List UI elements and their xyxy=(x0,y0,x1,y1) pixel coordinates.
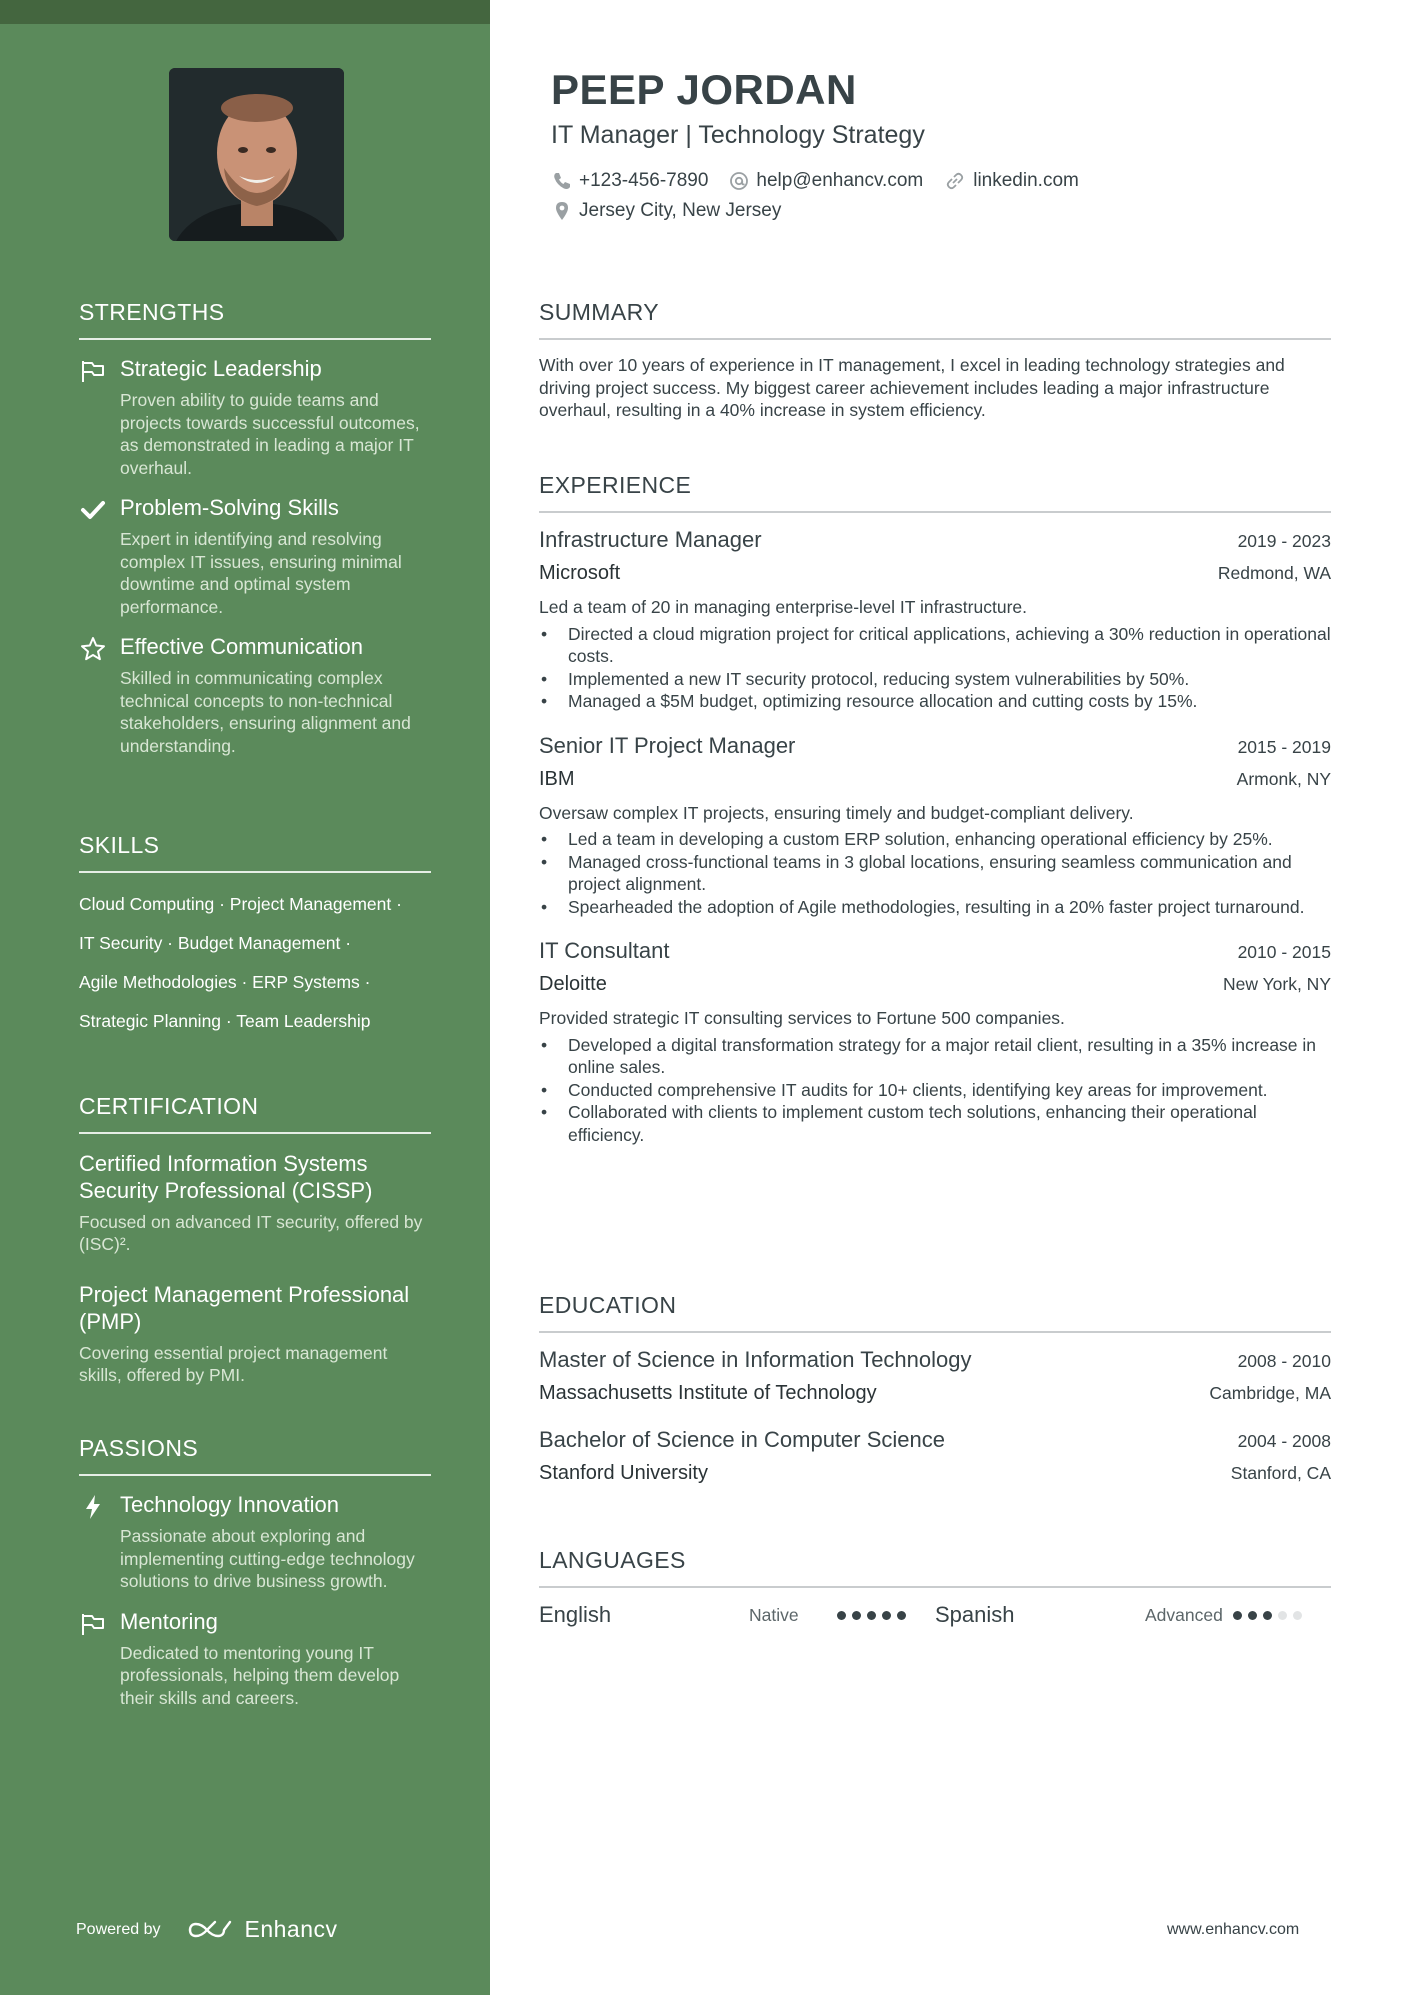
job-title: IT Consultant xyxy=(539,938,670,963)
skill-line: Agile Methodologies · ERP Systems · xyxy=(79,972,371,992)
job-bullet: • Collaborated with clients to implement custom tech solutions, enhancing their operational efficiency. xyxy=(539,1101,1331,1146)
passion-description: Passionate about exploring and implementing cutting-edge technology solutions to drive business growth. xyxy=(120,1526,415,1591)
location-pin-icon xyxy=(551,200,573,222)
linkedin-text: linkedin.com xyxy=(973,170,1079,191)
enhancv-brand-name: Enhancv xyxy=(244,1916,338,1942)
languages-heading: LANGUAGES xyxy=(539,1547,1331,1588)
job-entry xyxy=(539,527,1331,713)
linkedin-contact[interactable] xyxy=(943,170,1079,192)
contact-row xyxy=(551,170,1099,192)
job-entry xyxy=(539,938,1331,1146)
school-location: Stanford, CA xyxy=(1230,1463,1331,1483)
language-entry xyxy=(539,1602,935,1628)
summary-heading: SUMMARY xyxy=(539,299,1331,340)
job-bullets xyxy=(539,828,1331,918)
job-bullet: • Managed cross-functional teams in 3 global locations, ensuring seamless communication and project alignment. xyxy=(539,851,1331,896)
job-location: New York, NY xyxy=(1223,974,1331,994)
strengths-section xyxy=(79,299,431,757)
education-entry xyxy=(539,1347,1331,1405)
education-section xyxy=(539,1292,1331,1485)
certification-description: Covering essential project management skills, offered by PMI. xyxy=(79,1343,388,1385)
lightning-icon xyxy=(79,1493,107,1521)
job-bullets xyxy=(539,1034,1331,1147)
certification-item xyxy=(79,1281,431,1386)
languages-row xyxy=(539,1602,1331,1628)
experience-section xyxy=(539,472,1331,1146)
school-name: Massachusetts Institute of Technology xyxy=(539,1382,877,1404)
at-icon xyxy=(728,170,750,192)
job-intro: Provided strategic IT consulting services to Fortune 500 companies. xyxy=(539,1008,1065,1028)
location-row xyxy=(551,200,801,222)
language-level: Advanced xyxy=(1145,1604,1223,1625)
strength-title: Problem-Solving Skills xyxy=(120,495,339,520)
rating-dot-filled xyxy=(837,1611,846,1620)
school-location: Cambridge, MA xyxy=(1209,1383,1331,1403)
job-dates: 2010 - 2015 xyxy=(1237,942,1331,962)
rating-dot-filled xyxy=(897,1611,906,1620)
enhancv-logo-icon xyxy=(187,1918,233,1942)
skills-heading: SKILLS xyxy=(79,832,431,873)
skills-section xyxy=(79,832,431,1041)
summary-section xyxy=(539,299,1331,422)
strengths-heading: STRENGTHS xyxy=(79,299,431,340)
job-bullet: • Implemented a new IT security protocol, reducing system vulnerabilities by 50%. xyxy=(539,668,1331,691)
job-entry xyxy=(539,733,1331,919)
skill-line: Strategic Planning · Team Leadership xyxy=(79,1011,371,1031)
language-rating xyxy=(1233,1611,1308,1620)
job-bullet: • Developed a digital transformation strategy for a major retail client, resulting in a 35% increase in online sales. xyxy=(539,1034,1331,1079)
powered-by-label: Powered by xyxy=(76,1920,161,1938)
enhancv-logo[interactable] xyxy=(187,1916,338,1943)
email-contact[interactable] xyxy=(728,170,923,192)
job-company: Microsoft xyxy=(539,562,621,584)
language-level: Native xyxy=(749,1604,799,1625)
profile-photo xyxy=(169,68,344,241)
degree-title: Master of Science in Information Technology xyxy=(539,1347,972,1372)
experience-heading: EXPERIENCE xyxy=(539,472,1331,513)
job-title: Infrastructure Manager xyxy=(539,527,762,552)
job-title: Senior IT Project Manager xyxy=(539,732,796,758)
sidebar-top-bar xyxy=(0,0,490,24)
job-company: IBM xyxy=(539,767,575,790)
checkmark-icon xyxy=(79,496,107,524)
rating-dot-filled xyxy=(882,1611,891,1620)
job-bullet: • Managed a $5M budget, optimizing resource allocation and cutting costs by 15%. xyxy=(539,690,1331,713)
phone-text: +123-456-7890 xyxy=(579,170,709,191)
passions-section xyxy=(79,1435,431,1709)
strength-title: Strategic Leadership xyxy=(120,356,322,381)
certification-item xyxy=(79,1150,431,1255)
language-rating xyxy=(837,1611,912,1620)
rating-dot-filled xyxy=(1263,1611,1272,1620)
degree-title: Bachelor of Science in Computer Science xyxy=(539,1427,945,1452)
job-bullet: • Spearheaded the adoption of Agile methodologies, resulting in a 20% faster project turnaround. xyxy=(539,896,1331,919)
job-intro: Led a team of 20 in managing enterprise-level IT infrastructure. xyxy=(539,597,1027,617)
rating-dot-filled xyxy=(1248,1611,1257,1620)
phone-icon xyxy=(551,170,573,192)
location-text: Jersey City, New Jersey xyxy=(579,200,782,221)
strength-description: Expert in identifying and resolving complex IT issues, ensuring minimal downtime and optimal system performance. xyxy=(120,529,402,617)
job-dates: 2015 - 2019 xyxy=(1237,736,1331,757)
education-entry xyxy=(539,1427,1331,1485)
passion-title: Technology Innovation xyxy=(120,1492,339,1517)
rating-dot-empty xyxy=(1278,1611,1287,1620)
passion-item xyxy=(79,1491,431,1593)
certification-heading: CERTIFICATION xyxy=(79,1093,431,1134)
certification-title: Project Management Professional (PMP) xyxy=(79,1282,410,1334)
skills-list xyxy=(79,885,431,1041)
job-intro: Oversaw complex IT projects, ensuring timely and budget-compliant delivery. xyxy=(539,802,1134,823)
link-icon xyxy=(943,170,967,192)
passions-heading: PASSIONS xyxy=(79,1435,431,1476)
job-bullet: • Directed a cloud migration project for critical applications, achieving a 30% reduction in operational costs. xyxy=(539,623,1331,668)
certification-title: Certified Information Systems Security Professional (CISSP) xyxy=(79,1151,373,1203)
certification-description: Focused on advanced IT security, offered by (ISC)². xyxy=(79,1212,423,1254)
location-contact xyxy=(551,200,781,222)
summary-text: With over 10 years of experience in IT management, I excel in leading technology strategies and driving project success. My biggest career achievement includes leading a major infrastructure overhaul, resulting in a 40% increase in system efficiency. xyxy=(539,355,1285,420)
candidate-role: IT Manager | Technology Strategy xyxy=(551,121,925,149)
footer-url[interactable]: www.enhancv.com xyxy=(1167,1921,1300,1938)
job-bullet: • Led a team in developing a custom ERP solution, enhancing operational efficiency by 25%. xyxy=(539,828,1331,851)
rating-dot-filled xyxy=(852,1611,861,1620)
passion-title: Mentoring xyxy=(120,1608,218,1634)
star-icon xyxy=(79,635,107,663)
school-name: Stanford University xyxy=(539,1462,708,1484)
job-bullets xyxy=(539,623,1331,713)
job-location: Armonk, NY xyxy=(1236,768,1331,789)
rating-dot-filled xyxy=(867,1611,876,1620)
education-heading: EDUCATION xyxy=(539,1292,1331,1333)
phone-contact[interactable] xyxy=(551,170,708,192)
rating-dot-empty xyxy=(1293,1611,1302,1620)
email-text: help@enhancv.com xyxy=(756,170,924,191)
strength-title: Effective Communication xyxy=(120,634,363,659)
strength-item xyxy=(79,633,431,757)
languages-section xyxy=(539,1547,1331,1628)
education-dates: 2004 - 2008 xyxy=(1237,1431,1331,1451)
language-entry xyxy=(935,1602,1331,1628)
skill-line: IT Security · Budget Management · xyxy=(79,933,352,953)
strength-item xyxy=(79,494,431,618)
job-location: Redmond, WA xyxy=(1217,563,1331,583)
education-dates: 2008 - 2010 xyxy=(1237,1351,1331,1371)
job-company: Deloitte xyxy=(539,973,607,995)
job-dates: 2019 - 2023 xyxy=(1237,531,1331,551)
job-bullet: • Conducted comprehensive IT audits for 10+ clients, identifying key areas for improvement. xyxy=(539,1079,1331,1102)
sidebar xyxy=(0,0,490,1995)
flag-icon xyxy=(79,357,107,385)
candidate-name: PEEP JORDAN xyxy=(551,66,857,113)
language-name: English xyxy=(539,1602,612,1627)
strength-description: Skilled in communicating complex technical concepts to non-technical stakeholders, ensuring alignment and understanding. xyxy=(120,668,411,756)
passion-description: Dedicated to mentoring young IT professionals, helping them develop their skills and careers. xyxy=(120,1642,400,1708)
strength-item xyxy=(79,355,431,479)
certification-section xyxy=(79,1093,431,1386)
flag-icon xyxy=(79,1610,107,1638)
strength-description: Proven ability to guide teams and projects towards successful outcomes, as demonstrated in leading a major IT overhaul. xyxy=(120,390,420,478)
language-name: Spanish xyxy=(935,1602,1015,1627)
skill-line: Cloud Computing · Project Management · xyxy=(79,894,402,914)
rating-dot-filled xyxy=(1233,1611,1242,1620)
powered-by xyxy=(76,1916,338,1943)
passion-item xyxy=(79,1608,431,1710)
